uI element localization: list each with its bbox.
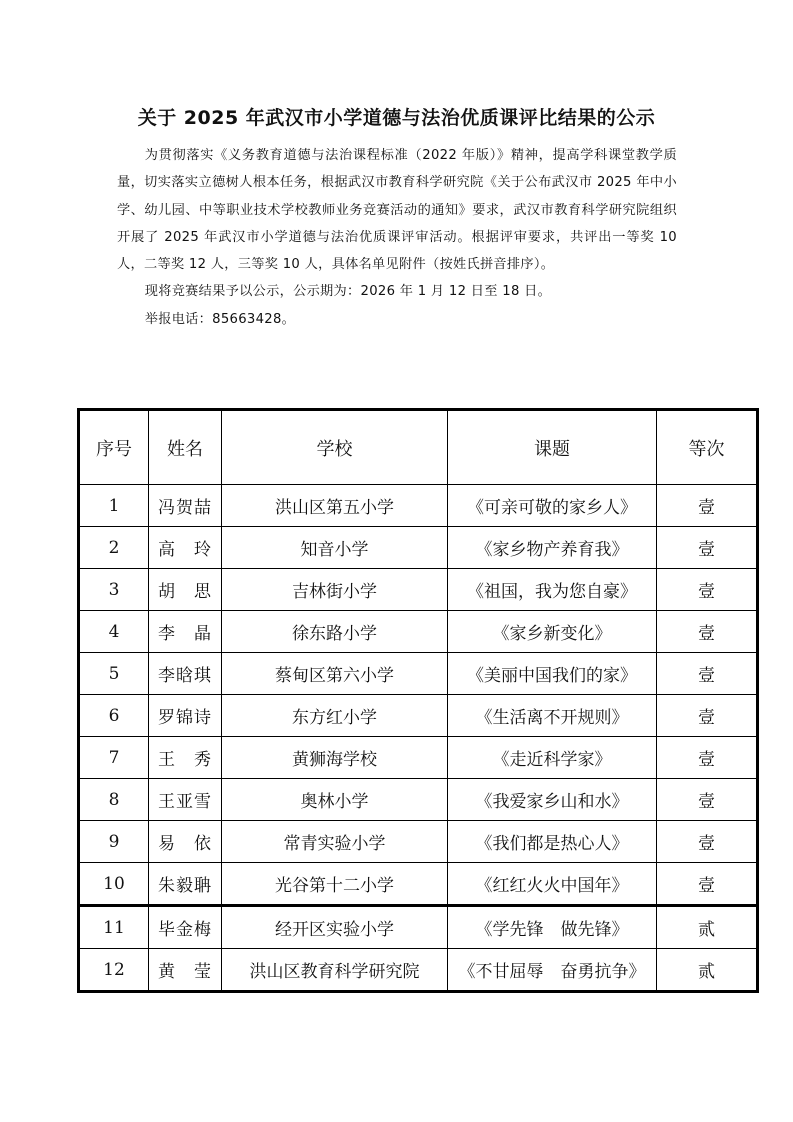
table-row — [79, 527, 758, 569]
cell-topic: 《家乡物产养育我》 — [448, 527, 657, 569]
cell-school: 洪山区第五小学 — [222, 485, 448, 527]
cell-name: 胡 思 — [149, 569, 222, 611]
document-title: 关于 2025 年武汉市小学道德与法治优质课评比结果的公示 — [137, 107, 656, 129]
cell-number: 10 — [79, 863, 149, 906]
notice-body — [117, 142, 677, 333]
table-row — [79, 906, 758, 949]
cell-topic: 《红红火火中国年》 — [448, 863, 657, 906]
cell-school: 常青实验小学 — [222, 821, 448, 863]
results-table — [77, 408, 759, 993]
table-row — [79, 569, 758, 611]
cell-name: 朱毅聃 — [149, 863, 222, 906]
cell-topic: 《家乡新变化》 — [448, 611, 657, 653]
header-name: 姓名 — [149, 410, 222, 485]
header-school: 学校 — [222, 410, 448, 485]
cell-grade: 壹 — [657, 527, 758, 569]
cell-school: 东方红小学 — [222, 695, 448, 737]
cell-number: 5 — [79, 653, 149, 695]
cell-grade: 壹 — [657, 653, 758, 695]
table-row — [79, 779, 758, 821]
cell-topic: 《走近科学家》 — [448, 737, 657, 779]
cell-topic: 《我爱家乡山和水》 — [448, 779, 657, 821]
cell-number: 2 — [79, 527, 149, 569]
cell-name: 易 依 — [149, 821, 222, 863]
cell-grade: 壹 — [657, 863, 758, 906]
cell-number: 1 — [79, 485, 149, 527]
cell-topic: 《学先锋 做先锋》 — [448, 906, 657, 949]
cell-grade: 壹 — [657, 737, 758, 779]
cell-number: 9 — [79, 821, 149, 863]
cell-name: 冯贺喆 — [149, 485, 222, 527]
cell-grade: 贰 — [657, 949, 758, 992]
cell-topic: 《不甘屈辱 奋勇抗争》 — [448, 949, 657, 992]
table-row — [79, 863, 758, 906]
report-phone-paragraph: 举报电话：85663428。 — [144, 311, 296, 327]
cell-name: 罗锦诗 — [149, 695, 222, 737]
cell-school: 黄狮海学校 — [222, 737, 448, 779]
table-row — [79, 821, 758, 863]
table-row — [79, 737, 758, 779]
cell-number: 7 — [79, 737, 149, 779]
cell-grade: 壹 — [657, 485, 758, 527]
header-grade: 等次 — [657, 410, 758, 485]
table-row — [79, 695, 758, 737]
header-number: 序号 — [79, 410, 149, 485]
cell-name: 李晗琪 — [149, 653, 222, 695]
cell-number: 4 — [79, 611, 149, 653]
cell-school: 徐东路小学 — [222, 611, 448, 653]
cell-name: 高 玲 — [149, 527, 222, 569]
cell-name: 毕金梅 — [149, 906, 222, 949]
cell-grade: 壹 — [657, 779, 758, 821]
cell-number: 12 — [79, 949, 149, 992]
cell-topic: 《我们都是热心人》 — [448, 821, 657, 863]
cell-school: 光谷第十二小学 — [222, 863, 448, 906]
cell-name: 王亚雪 — [149, 779, 222, 821]
cell-topic: 《祖国，我为您自豪》 — [448, 569, 657, 611]
cell-school: 吉林街小学 — [222, 569, 448, 611]
cell-grade: 壹 — [657, 821, 758, 863]
cell-grade: 壹 — [657, 611, 758, 653]
cell-grade: 贰 — [657, 906, 758, 949]
table-header-row — [79, 410, 758, 485]
cell-school: 洪山区教育科学研究院 — [222, 949, 448, 992]
cell-grade: 壹 — [657, 695, 758, 737]
cell-school: 经开区实验小学 — [222, 906, 448, 949]
cell-school: 蔡甸区第六小学 — [222, 653, 448, 695]
cell-name: 李 晶 — [149, 611, 222, 653]
cell-grade: 壹 — [657, 569, 758, 611]
publicity-period-paragraph: 现将竞赛结果予以公示，公示期为：2026 年 1 月 12 日至 18 日。 — [144, 284, 552, 300]
table-row — [79, 653, 758, 695]
cell-topic: 《生活离不开规则》 — [448, 695, 657, 737]
cell-number: 11 — [79, 906, 149, 949]
cell-school: 知音小学 — [222, 527, 448, 569]
table-row — [79, 949, 758, 992]
cell-school: 奥林小学 — [222, 779, 448, 821]
header-topic: 课题 — [448, 410, 657, 485]
cell-topic: 《可亲可敬的家乡人》 — [448, 485, 657, 527]
table-row — [79, 485, 758, 527]
cell-number: 3 — [79, 569, 149, 611]
cell-name: 黄 莹 — [149, 949, 222, 992]
cell-name: 王 秀 — [149, 737, 222, 779]
cell-topic: 《美丽中国我们的家》 — [448, 653, 657, 695]
intro-paragraph: 为贯彻落实《义务教育道德与法治课程标准（2022 年版）》精神，提高学科课堂教学质量，切实落实立德树人根本任务，根据武汉市教育科学研究院《关于公布武汉市 2025 年中小学、幼儿园、中等职业技术学校教师业务竞赛活动的通知》要求，武汉市教育科学研究院组织开展了 2025 年武汉市小学道德与法治优质课评审活动。根据评审要求，共评出一等奖 10 人，二等奖 12 人，三等奖 10 人，具体名单见附件（按姓氏拼音排序）。 — [117, 148, 677, 273]
cell-number: 6 — [79, 695, 149, 737]
table-row — [79, 611, 758, 653]
cell-number: 8 — [79, 779, 149, 821]
